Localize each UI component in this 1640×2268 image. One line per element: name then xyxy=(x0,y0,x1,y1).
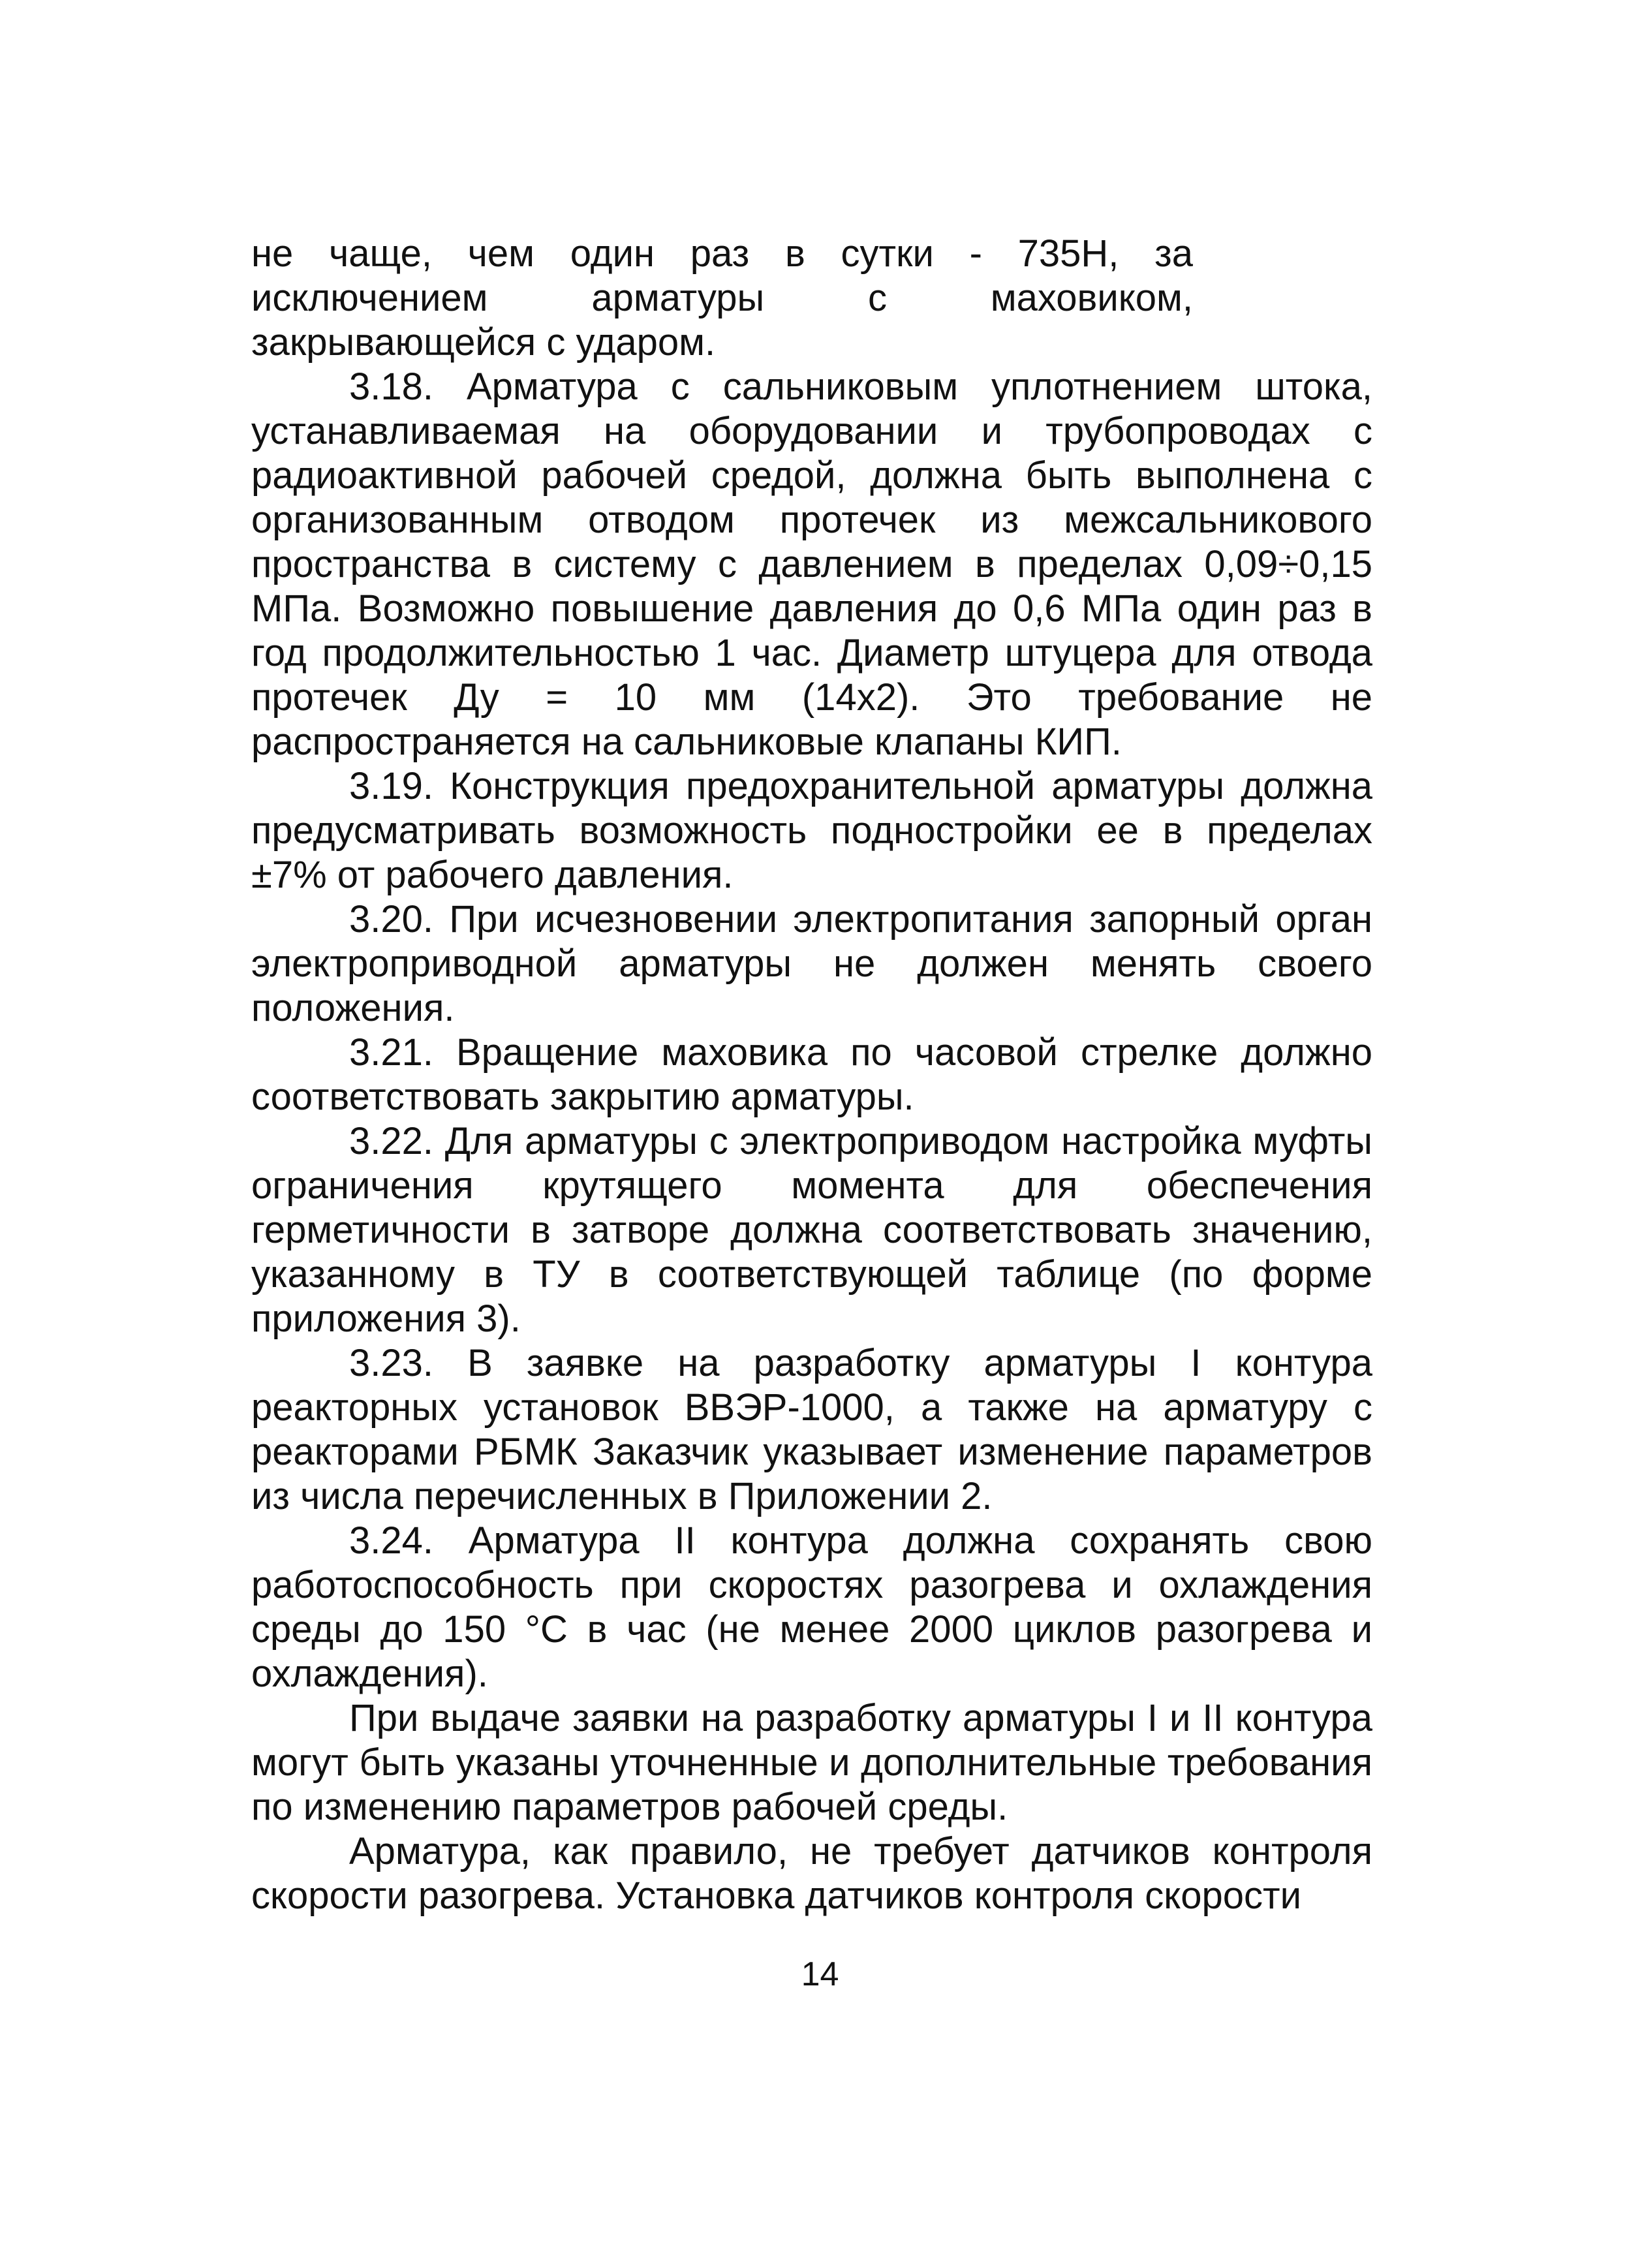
paragraph-3-22: 3.22. Для арматуры с электроприводом настройка муфты ограничения крутящего момента для обеспечения герметичности в затворе должна соответствовать значению, указанному в ТУ в соответствующей таблице (по форме приложения 3). xyxy=(251,1120,1372,1340)
body-text xyxy=(251,232,1372,1918)
paragraph-3-18: 3.18. Арматура с сальниковым уплотнением штока, устанавливаемая на оборудовании и трубопроводах с радиоактивной рабочей средой, должна быть выполнена с организованным отводом протечек из межсальникового пространства в систему с давлением в пределах 0,09÷0,15 МПа. Возможно повышение давления до 0,6 МПа один раз в год продолжительностью 1 час. Диаметр штуцера для отвода протечек Ду = 10 мм (14х2). Это требование не распространяется на сальниковые клапаны КИП. xyxy=(251,365,1372,763)
paragraph-3-24: 3.24. Арматура II контура должна сохранять свою работоспособность при скоростях разогрева и охлаждения среды до 150 °С в час (не менее 2000 циклов разогрева и охлаждения). xyxy=(251,1519,1372,1695)
paragraph-3-20: 3.20. При исчезновении электропитания запорный орган электроприводной арматуры не должен менять своего положения. xyxy=(251,898,1372,1029)
paragraph-sensors: Арматура, как правило, не требует датчиков контроля скорости разогрева. Установка датчиков контроля скорости xyxy=(251,1830,1372,1917)
paragraph-3-19: 3.19. Конструкция предохранительной арматуры должна предусматривать возможность подностройки ее в пределах ±7% от рабочего давления. xyxy=(251,765,1372,896)
paragraph-application-note: При выдаче заявки на разработку арматуры I и II контура могут быть указаны уточненные и дополнительные требования по изменению параметров рабочей среды. xyxy=(251,1697,1372,1828)
paragraph-3-21: 3.21. Вращение маховика по часовой стрелке должно соответствовать закрытию арматуры. xyxy=(251,1031,1372,1118)
paragraph-3-23: 3.23. В заявке на разработку арматуры I контура реакторных установок ВВЭР-1000, а также на арматуру с реакторами РБМК Заказчик указывает изменение параметров из числа перечисленных в Приложении 2. xyxy=(251,1342,1372,1517)
page-number: 14 xyxy=(801,1955,839,1993)
paragraph-continuation: не чаще, чем один раз в сутки - 735Н, за исключением арматуры с маховиком, закрывающейся с ударом. xyxy=(251,232,1193,364)
